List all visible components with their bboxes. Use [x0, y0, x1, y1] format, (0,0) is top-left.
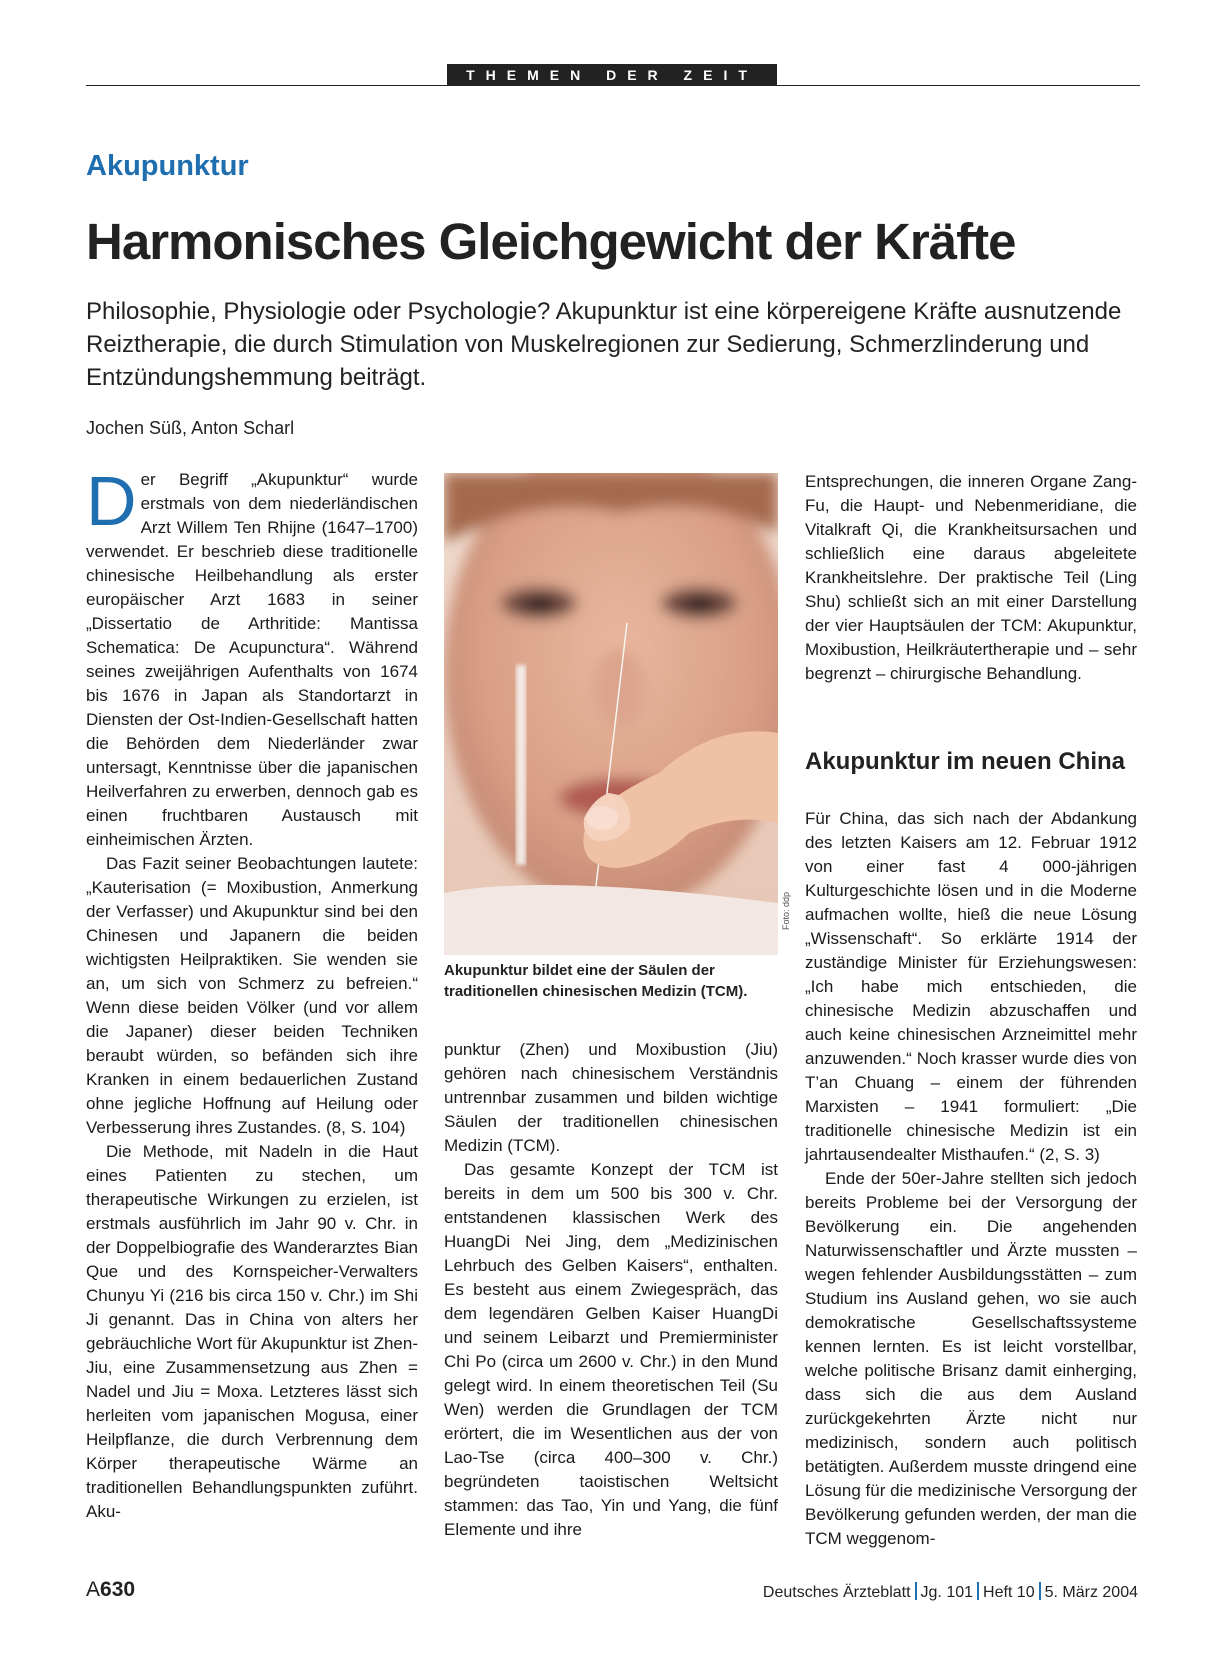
column-3: [805, 470, 1137, 686]
section-tag: THEMEN DER ZEIT: [447, 64, 777, 86]
article-lead: Philosophie, Physiologie oder Psychologie? Akupunktur ist eine körpereigene Kräfte ausnutzende Reiztherapie, die durch Stimulation von Muskelregionen zur Sedierung, Schmerzlinderung und Entzündungshemmung beiträgt.: [86, 298, 1122, 391]
drop-cap: D: [86, 462, 137, 540]
journal-footer: [763, 1582, 1138, 1602]
page-prefix: A: [86, 1578, 101, 1601]
paragraph: punktur (Zhen) und Moxibustion (Jiu) gehören nach chinesischem Verständnis untrennbar zusammen und bilden wichtige Säulen der traditionellen chinesischen Medizin (TCM).: [444, 1040, 778, 1155]
article-title: Harmonisches Gleichgewicht der Kräfte: [86, 213, 1016, 270]
paragraph: Entsprechungen, die inneren Organe Zang-Fu, die Haupt- und Nebenmeridiane, die Vitalkraft Qi, die Krankheitsursachen und schließlich eine daraus abgeleitete Krankheitslehre. Der praktische Teil (Ling Shu) schließt sich an mit einer Darstellung der vier Hauptsäulen der TCM: Akupunktur, Moxibustion, Heilkräutertherapie und – sehr begrenzt – chirurgische Behandlung.: [805, 472, 1137, 683]
journal-issue: Heft 10: [983, 1584, 1035, 1601]
journal-name: Deutsches Ärzteblatt: [762, 1584, 911, 1601]
photo-caption: Akupunktur bildet eine der Säulen der traditionellen chinesischen Medizin (TCM).: [444, 962, 748, 1000]
page-number-value: 630: [100, 1578, 136, 1601]
paragraph: [86, 462, 418, 852]
paragraph: Ende der 50er-Jahre stellten sich jedoch bereits Probleme bei der Versorgung der Bevölkerung ein. Die angehenden Naturwissenschaftler und Ärzte mussten – wegen fehlender Ausbildungsstätten – zum Studium ins Ausland gehen, wo sie auch demokratische Gesellschaftssysteme kennen lernten. Es ist leicht vorstellbar, welche politische Brisanz damit einherging, dass sich die aus dem Ausland zurückgekehrten Ärzte nicht nur medizinisch, sondern auch politisch betätigten. Außerdem musste dringend eine Lösung für die medizinische Versorgung der Bevölkerung gefunden werden, der man die TCM weggenom-: [805, 1169, 1137, 1548]
article-kicker: Akupunktur: [86, 150, 249, 182]
paragraph: Für China, das sich nach der Abdankung des letzten Kaisers am 12. Februar 1912 von einer fast 4 000-jährigen Kulturgeschichte lösen und in die Moderne aufmachen wollte, hieß die neue Lösung „Wissenschaft“. So erklärte 1914 der zuständige Minister für Erziehungswesen: „Ich habe mich entschieden, die chinesische Medizin abzuschaffen und auch keine chinesischen Arzneimittel mehr anzuwenden.“ Noch krasser wurde dies von T’an Chuang – einem der führenden Marxisten – 1941 formuliert: „Die traditionelle chinesische Medizin ist ein jahrtausendealter Misthaufen.“ (2, S. 3): [805, 809, 1137, 1164]
acupuncture-photo: [444, 473, 778, 955]
column-3-continued: [805, 807, 1137, 1551]
section-heading: Akupunktur im neuen China: [805, 748, 1126, 775]
paragraph: Die Methode, mit Nadeln in die Haut eines Patienten zu stechen, um therapeutische Wirkungen zu erzielen, ist erstmals ausführlich im Jahr 90 v. Chr. in der Doppelbiografie des Wanderarztes Bian Que und des Kornspeicher-Verwalters Chunyu Yi (216 bis circa 150 v. Chr.) im Shi Ji genannt. Das in China von alters her gebräuchliche Wort für Akupunktur ist Zhen-Jiu, eine Zusammensetzung aus Zhen = Nadel und Jiu = Moxa. Letzteres lässt sich herleiten vom japanischen Mogusa, einer Heilpflanze, die durch Verbrennung dem Körper therapeutische Wärme an traditionellen Behandlungspunkten zuführt. Aku-: [86, 1142, 418, 1521]
article-authors: Jochen Süß, Anton Scharl: [86, 418, 295, 438]
photo-illustration: [444, 473, 778, 955]
paragraph: Das gesamte Konzept der TCM ist bereits in dem um 500 bis 300 v. Chr. entstandenen klassischen Werk des HuangDi Nei Jing, dem „Medizinischen Lehrbuch des Gelben Kaisers“, enthalten. Es besteht aus einem Zwiegespräch, das dem legendären Gelben Kaiser HuangDi und seinem Leibarzt und Premierminister Chi Po (circa um 2600 v. Chr.) in den Mund gelegt wird. In einem theoretischen Teil (Su Wen) werden die Grundlagen der TCM erörtert, die im Wesentlichen aus der von Lao-Tse (circa 400–300 v. Chr.) begründeten taoistischen Weltsicht stammen: das Tao, Yin und Yang, die fünf Elemente und ihre: [444, 1160, 778, 1539]
separator: [1039, 1582, 1041, 1600]
separator: [977, 1582, 979, 1600]
page-number: [86, 1578, 135, 1602]
journal-volume: Jg. 101: [920, 1584, 974, 1601]
paragraph: Das Fazit seiner Beobachtungen lautete: „Kauterisation (= Moxibustion, Anmerkung der Verfasser) und Akupunktur sind bei den Chinesen und Japanern die beiden wichtigsten Heilpraktiken. Sie wenden sie an, um sich von Schmerz zu befreien.“ Wenn diese beiden Völker (und vor allem die Japaner) dieser beiden Techniken beraubt würden, so befänden sich ihre Kranken in einem bedauerlichen Zustand ohne jegliche Hoffnung auf Heilung oder Verbesserung ihres Zustandes. (8, S. 104): [86, 854, 418, 1137]
separator: [915, 1582, 917, 1600]
journal-date: 5. März 2004: [1044, 1584, 1138, 1601]
paragraph-text: er Begriff „Akupunktur“ wurde erstmals von dem niederländischen Arzt Willem Ten Rhijne (1647–1700) verwendet. Er beschrieb diese traditionelle chinesische Heilbehandlung als erster europäischer Arzt 1683 in seiner „Dissertatio de Arthritide: Mantissa Schematica: De Acupunctura“. Während seines zweijährigen Aufenthalts von 1674 bis 1676 in Japan als Standortarzt in Diensten der Ost-Indien-Gesellschaft hatten die Behörden dem Niederländer zwar untersagt, Kenntnisse über die japanischen Heilverfahren zu erwerben, dennoch gab es einen fruchtbaren Austausch mit einheimischen Ärzten.: [86, 470, 418, 849]
photo-credit: Foto: ddp: [781, 891, 791, 930]
column-1: [86, 462, 418, 1524]
column-2: [444, 1038, 778, 1542]
